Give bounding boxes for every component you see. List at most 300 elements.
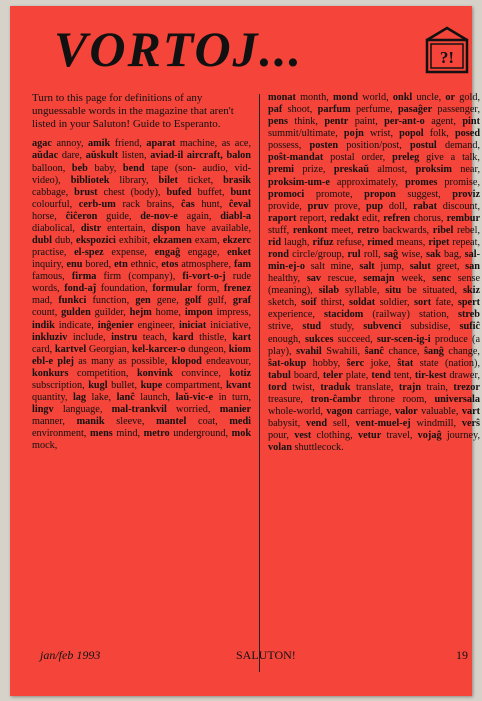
entry-definition: demand, (436, 140, 481, 152)
entry-definition: clothing, (311, 430, 353, 442)
glossary-entry (302, 321, 354, 332)
entry-definition: friend, (110, 138, 142, 150)
entry-definition: summit/ultimate, (268, 128, 338, 140)
glossary-entry (306, 418, 350, 429)
entry-definition: discount, (437, 200, 481, 212)
entry-word: traduk (320, 381, 351, 393)
glossary-entry (308, 201, 361, 212)
entry-word: soldat (348, 297, 376, 309)
glossary-entry (384, 249, 423, 260)
entry-definition: function, (86, 295, 130, 307)
entry-definition: teach, (137, 331, 167, 343)
entry-definition: possess, (268, 140, 302, 152)
entry-definition: joke, (364, 357, 391, 369)
entry-definition: Georgian, (86, 343, 130, 355)
entry-definition: worried, (166, 404, 211, 416)
entry-word: premi (268, 164, 295, 176)
entry-definition: mad, (32, 295, 53, 307)
entry-word: preskaŭ (333, 164, 369, 176)
entry-word: inkluziv (32, 331, 68, 343)
entry-definition: wrist, (363, 128, 394, 140)
entry-word: ŝat-okup (268, 357, 307, 369)
glossary-entry (399, 382, 448, 393)
entry-word: kart (232, 331, 252, 343)
entry-definition: prove, (328, 200, 361, 212)
entry-word: aviad-il aircraft, (150, 150, 223, 162)
entry-word: teler (322, 369, 343, 381)
entry-word: skiz (462, 285, 481, 297)
entry-word: kel-karcer-o (132, 343, 186, 355)
entry-word: golf (184, 295, 202, 307)
entry-definition: shuttlecock. (291, 442, 344, 454)
entry-word: volan (268, 442, 292, 454)
entry-definition: subsidise, (401, 321, 451, 333)
glossary-entry (172, 356, 251, 367)
entry-definition: (railway) station, (363, 309, 449, 321)
entry-word: refren (383, 212, 411, 224)
glossary-entry (86, 150, 147, 161)
glossary-entry (349, 297, 410, 308)
entry-word: popol (399, 128, 424, 140)
glossary-entry (365, 346, 420, 357)
entry-word: mens (90, 428, 113, 440)
glossary-entry (324, 116, 377, 127)
glossary-entry (77, 416, 145, 427)
entry-definition: refuse, (333, 236, 365, 248)
entry-word: tabul (268, 369, 291, 381)
entry-word: indik (32, 319, 55, 331)
entry-definition: ethnic, (127, 259, 159, 271)
entry-word: bilet (158, 174, 178, 186)
entry-definition: state (nation), (413, 357, 481, 369)
entry-definition: greet, (430, 261, 460, 273)
entry-word: iniciat (179, 319, 207, 331)
glossary-entry (268, 92, 329, 103)
entry-definition: soldier, (375, 297, 410, 309)
entry-word: fi-vort-o-j (182, 271, 226, 283)
glossary-entry (32, 235, 73, 246)
entry-definition: horse, (32, 210, 57, 222)
glossary-entry (383, 213, 443, 224)
entry-definition: give a talk, (419, 152, 480, 164)
glossary-entry (268, 358, 340, 369)
entry-word: tend (371, 369, 391, 381)
entry-word: mond (333, 92, 359, 103)
glossary-entry (363, 321, 450, 332)
page-title: VORTOJ... (54, 21, 304, 77)
entry-definition: roll, (360, 249, 381, 261)
entry-definition: strive, (268, 321, 294, 333)
entry-definition: in turn, (213, 392, 252, 404)
entry-definition: week, (394, 273, 426, 285)
glossary-entry (32, 368, 128, 379)
entry-definition: baby, (87, 162, 117, 174)
entry-definition: coat, (186, 416, 218, 428)
glossary-entry (364, 189, 441, 200)
entry-word: pruv (307, 200, 329, 212)
entry-word: bufed (166, 186, 192, 198)
entry-word: etn (114, 259, 128, 271)
entry-definition: translate, (350, 381, 394, 393)
glossary-entry (161, 259, 231, 270)
entry-definition: tent, (390, 369, 412, 381)
entry-word: paf (268, 104, 283, 116)
glossary-entry (268, 104, 312, 115)
glossary-entry (112, 404, 211, 415)
entry-definition: be situated, (401, 285, 458, 297)
entry-word: ĉas (181, 198, 195, 210)
entry-word: trajn (398, 381, 422, 393)
entry-word: kotiz (229, 367, 252, 379)
entry-definition: guide, (97, 210, 132, 222)
entry-definition: underground, (169, 428, 229, 440)
entry-word: stud (302, 321, 322, 333)
entry-word: metro (143, 428, 170, 440)
entry-word: saĝ (383, 249, 399, 261)
entry-word: proviz (452, 188, 480, 200)
glossary-entry (181, 199, 222, 210)
glossary-entry (32, 138, 83, 149)
glossary-entry (418, 430, 480, 441)
entry-definition: postal order, (323, 152, 386, 164)
entry-word: distr (80, 222, 102, 234)
entry-word: el-spez (74, 247, 104, 259)
entry-word: graf (232, 295, 252, 307)
entry-word: san (465, 261, 480, 273)
entry-word: lag (72, 392, 87, 404)
entry-definition: manner, (32, 416, 65, 428)
entry-definition: inquiry, (32, 259, 64, 271)
entry-definition: card, (32, 343, 53, 355)
entry-word: kartvel (54, 343, 87, 355)
glossary-column-right (268, 92, 480, 454)
glossary-entry (392, 152, 480, 163)
entry-definition: wise, (398, 249, 423, 261)
entry-word: kard (172, 331, 194, 343)
entry-word: promoci (268, 188, 305, 200)
entry-definition: think, (287, 116, 318, 128)
entry-word: rid (268, 236, 282, 248)
entry-word: sal-min-ej-o (268, 249, 481, 273)
column-divider (259, 94, 260, 672)
glossary-entry (323, 370, 368, 381)
entry-definition: launch, (134, 392, 171, 404)
entry-definition: report, (296, 212, 327, 224)
glossary-entry (268, 164, 325, 175)
entry-word: bend (122, 162, 145, 174)
entry-word: etos (161, 259, 179, 271)
entry-definition: atmosphere, (178, 259, 232, 271)
entry-word: ŝtat (397, 357, 414, 369)
glossary-entry (293, 225, 354, 236)
entry-word: aŭskult (85, 150, 119, 162)
entry-word: kvant (225, 379, 252, 391)
entry-word: amik (87, 138, 111, 150)
entry-definition: treasure, (268, 393, 303, 405)
entry-definition: rebel, (453, 224, 481, 236)
glossary-entry (71, 175, 149, 186)
glossary-entry (395, 406, 458, 417)
entry-definition: agent, (424, 116, 456, 128)
entry-definition: promote, (304, 188, 353, 200)
glossary-entry (73, 392, 111, 403)
entry-definition: twist, (286, 381, 315, 393)
glossary-entry (305, 334, 373, 345)
glossary-entry (114, 259, 158, 270)
entry-definition: lake, (86, 392, 112, 404)
glossary-entries-left (32, 138, 251, 452)
glossary-entry (311, 394, 427, 405)
glossary-entry (393, 92, 441, 103)
glossary-entry (117, 392, 171, 403)
entry-definition: near, (451, 164, 481, 176)
glossary-entry (415, 370, 480, 381)
glossary-entry (64, 283, 147, 294)
glossary-entry (318, 104, 393, 115)
entry-definition: journey, (441, 430, 481, 442)
glossary-entry (72, 163, 116, 174)
entry-definition: thirst, (316, 297, 345, 309)
entry-word: stacidom (324, 309, 364, 321)
entry-definition: tape (son- audio, vid- video), (32, 162, 251, 186)
entry-word: preleg (392, 152, 420, 164)
entry-definition: promise, (437, 176, 481, 188)
entry-definition: position/post, (338, 140, 402, 152)
entry-definition: experience, (268, 309, 315, 321)
entry-word: rul (347, 249, 361, 261)
entry-word: lanĉ (116, 392, 135, 404)
entry-word: trezor (453, 381, 480, 393)
entry-word: fam (233, 259, 252, 271)
magazine-page (10, 6, 481, 696)
glossary-column-left (32, 92, 251, 452)
saluton-logo-icon (422, 26, 472, 76)
entry-word: engaĝ (154, 247, 181, 259)
entry-definition: jump, (374, 261, 405, 273)
glossary-entry (146, 138, 251, 149)
glossary-entry (76, 235, 150, 246)
entry-definition: month, (295, 92, 329, 103)
entry-word: vart (461, 406, 481, 418)
glossary-entry (111, 332, 167, 343)
glossary-entry (344, 128, 393, 139)
glossary-entry (159, 175, 214, 186)
entry-word: pasaĝer (397, 104, 433, 116)
entry-word: verŝ (461, 418, 481, 430)
entry-word: posed (454, 128, 481, 140)
entry-definition: bullet, (107, 379, 138, 391)
entry-definition: perfume, (350, 104, 393, 116)
glossary-entry (32, 320, 94, 331)
entry-definition: dare, (58, 150, 83, 162)
glossary-entry (152, 283, 219, 294)
glossary-entry (319, 285, 380, 296)
glossary-entry (357, 225, 429, 236)
glossary-entry (268, 237, 309, 248)
entry-word: kugl (88, 379, 108, 391)
entry-definition: sleeve, (104, 416, 145, 428)
glossary-entry (268, 249, 344, 260)
entry-word: brust (74, 186, 98, 198)
glossary-entry (426, 249, 461, 260)
glossary-entry (61, 307, 126, 318)
entry-word: or (445, 92, 456, 103)
glossary-entry (98, 320, 175, 331)
entry-definition: bored, (82, 259, 112, 271)
glossary-entry (81, 223, 146, 234)
entry-definition: sketch, (268, 297, 297, 309)
glossary-entry (358, 430, 412, 441)
entry-word: rembur (446, 212, 481, 224)
entry-word: de-nov-e (140, 210, 178, 222)
glossary-entry (268, 116, 318, 127)
intro-text: Turn to this page for definitions of any unguessable words in the magazine that aren't listed in your Saluton! Guide to Esperanto. (32, 92, 234, 130)
glossary-entry (90, 428, 140, 439)
entry-word: propon (364, 188, 396, 200)
entry-word: pojn (343, 128, 364, 140)
entry-definition: include, (67, 331, 106, 343)
entry-word: formular (152, 283, 193, 295)
entry-definition: library, (109, 174, 149, 186)
entry-definition: sell, (327, 418, 350, 430)
entry-word: konkurs (32, 367, 69, 379)
entry-definition: practise, (32, 247, 67, 259)
entry-definition: again, (177, 210, 212, 222)
entry-definition: travel, (381, 430, 413, 442)
entry-word: rifuz (312, 236, 334, 248)
glossary-entry (32, 332, 106, 343)
entry-definition: mock, (32, 440, 58, 452)
entry-definition: famous, (32, 271, 65, 283)
entry-definition: rescue, (321, 273, 357, 285)
entry-word: salut (409, 261, 431, 273)
glossary-entry (144, 428, 228, 439)
page-number: 19 (456, 648, 468, 662)
entry-word: pentr (324, 116, 349, 128)
entry-word: sav (306, 273, 322, 285)
entry-word: tir-kest (414, 369, 447, 381)
entry-word: tron-ĉambr (310, 393, 362, 405)
entry-word: ĉeval (228, 198, 252, 210)
glossary-entry (137, 368, 221, 379)
glossary-entry (397, 358, 480, 369)
entry-word: tord (268, 381, 287, 393)
glossary-entry (324, 309, 449, 320)
glossary-entry (363, 273, 425, 284)
glossary-entry (72, 271, 175, 282)
entry-word: inĝenier (97, 319, 134, 331)
glossary-entry (268, 177, 398, 188)
entry-word: enket (227, 247, 252, 259)
glossary-entry (132, 344, 226, 355)
entry-word: vagon (326, 406, 353, 418)
entry-definition: folk, (423, 128, 449, 140)
entry-definition: have available, (180, 222, 252, 234)
glossary-entry (294, 430, 352, 441)
entry-word: renkont (292, 224, 328, 236)
glossary-entry (413, 201, 480, 212)
glossary-entry (185, 307, 251, 318)
glossary-entry (88, 380, 137, 391)
entry-definition: mind, (112, 428, 141, 440)
logo-text: ?! (439, 48, 455, 67)
entry-definition: babysit, (268, 418, 301, 430)
entry-word: klopod (171, 355, 202, 367)
entry-definition: competition, (68, 367, 129, 379)
glossary-entry (74, 247, 147, 258)
glossary-entry (130, 307, 181, 318)
entry-word: fond-aĵ (64, 283, 97, 295)
entry-definition: diabolical, (32, 222, 75, 234)
entry-word: raport (268, 212, 297, 224)
entry-definition: circle/group, (288, 249, 345, 261)
entry-word: dubl (32, 235, 52, 247)
glossary-entry (385, 285, 457, 296)
glossary-entry (268, 152, 385, 163)
entry-definition: carriage, (352, 406, 392, 418)
glossary-entry (301, 297, 344, 308)
entry-word: vetur (357, 430, 382, 442)
glossary-entry (410, 261, 460, 272)
entry-definition: endeavour, (201, 355, 252, 367)
glossary-entry (176, 392, 251, 403)
entry-definition: stuff, (268, 224, 290, 236)
glossary-entry (433, 225, 480, 236)
glossary-entry (410, 140, 480, 151)
glossary-entry (268, 213, 327, 224)
glossary-entry (399, 128, 449, 139)
entry-definition: Swahili, (321, 345, 361, 357)
entry-word: vent-muel-ej (355, 418, 411, 430)
entry-definition: guilder, (90, 307, 126, 319)
entry-definition: iniciative, (206, 319, 252, 331)
entry-word: brasik (223, 174, 251, 186)
entry-definition: provide, (268, 200, 302, 212)
glossary-entry (185, 295, 227, 306)
entry-word: soif (301, 297, 317, 309)
entry-word: rabat (413, 200, 437, 212)
glossary-entry (32, 150, 82, 161)
glossary-entry (74, 187, 160, 198)
entry-definition: almost, (368, 164, 408, 176)
entry-word: semajn (363, 273, 395, 285)
entry-word: ŝanĉ (364, 345, 384, 357)
entry-word: vend (305, 418, 328, 430)
entry-word: retro (357, 224, 380, 236)
entry-definition: meet, (327, 224, 354, 236)
entry-definition: chest (body), (97, 186, 161, 198)
glossary-entry (151, 223, 251, 234)
entry-definition: annoy, (51, 138, 84, 150)
entry-word: redakt (330, 212, 359, 224)
entry-definition: produce (a play), (268, 333, 481, 357)
glossary-entry (333, 92, 389, 103)
entry-definition: engineer, (133, 319, 176, 331)
entry-definition: edit, (358, 212, 381, 224)
entry-definition: throne room, (361, 393, 427, 405)
entry-word: subvenci (363, 321, 402, 333)
entry-word: sukces (304, 333, 334, 345)
entry-definition: exam, (191, 235, 220, 247)
entry-definition: backwards, (379, 224, 430, 236)
entry-definition: paint, (348, 116, 378, 128)
entry-definition: drawer, (446, 369, 481, 381)
glossary-entry (355, 418, 456, 429)
entry-word: rimed (367, 236, 394, 248)
entry-definition: whole-world, (268, 406, 323, 418)
entry-definition: expense, (103, 247, 147, 259)
glossary-entry (313, 237, 365, 248)
